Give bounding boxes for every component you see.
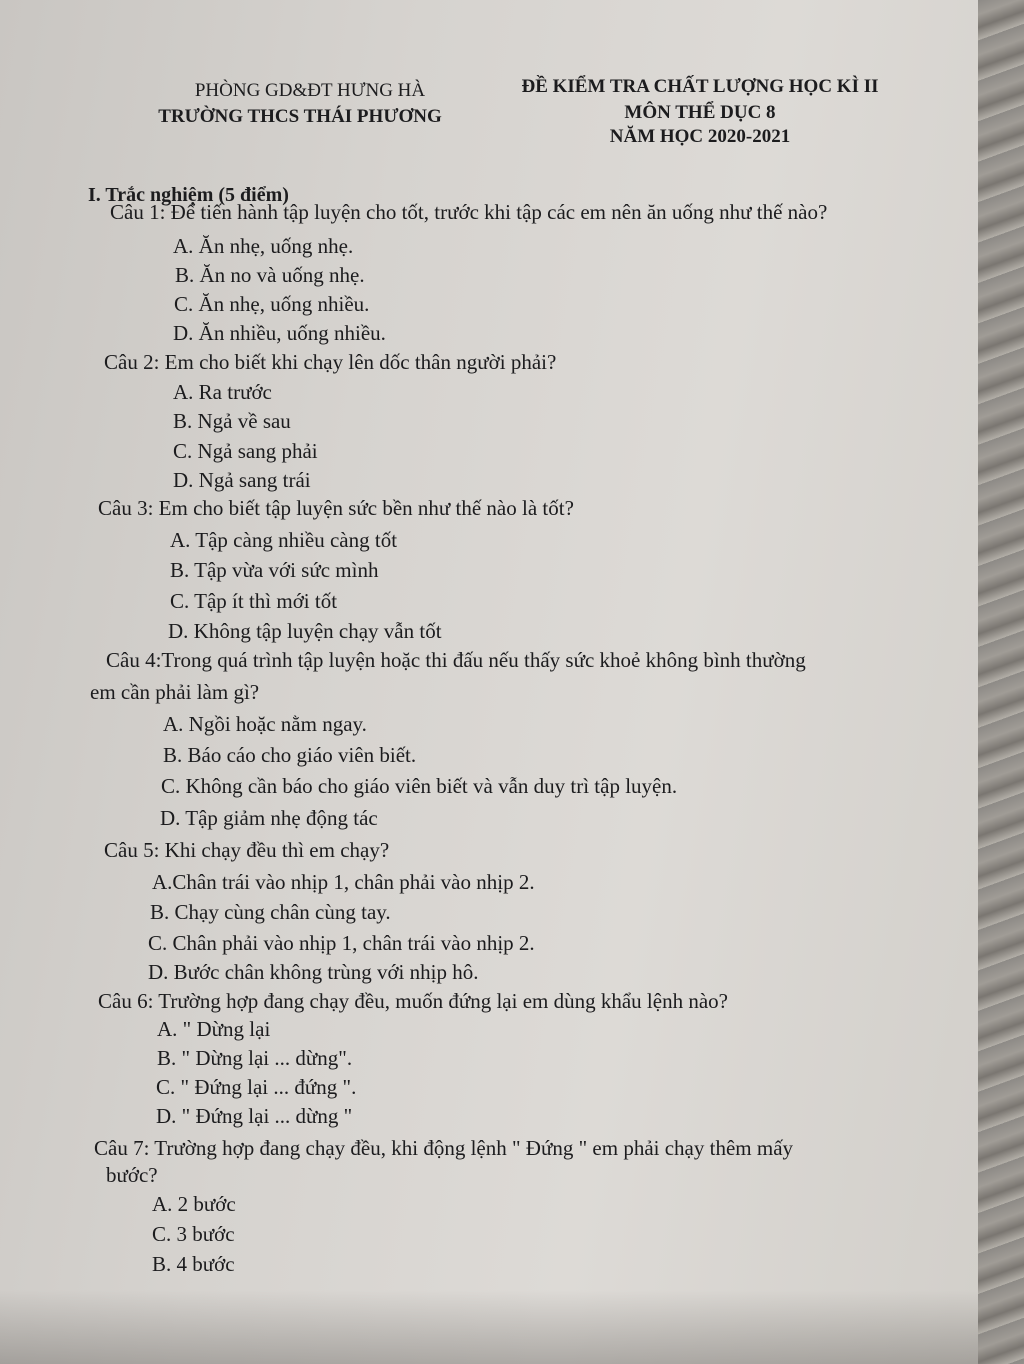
background-fabric [978,0,1024,1364]
q3-option-c: C. Tập ít thì mới tốt [170,589,338,613]
question-1: Câu 1: Để tiến hành tập luyện cho tốt, trước khi tập các em nên ăn uống như thế nào? [110,200,828,224]
q3-option-d: D. Không tập luyện chạy vẫn tốt [168,619,442,643]
q2-option-d: D. Ngả sang trái [173,468,311,492]
q7-option-b: B. 4 bước [152,1252,235,1276]
question-4-cont: em cần phải làm gì? [90,680,260,704]
paper-shadow [0,1290,978,1364]
q1-option-c: C. Ăn nhẹ, uống nhiều. [174,292,370,316]
q3-option-b: B. Tập vừa với sức mình [170,558,379,582]
q1-option-b: B. Ăn no và uống nhẹ. [175,263,365,287]
q6-option-b: B. " Dừng lại ... dừng". [157,1046,353,1070]
question-7: Câu 7: Trường hợp đang chạy đều, khi động lệnh " Đứng " em phải chạy thêm mấy [94,1136,794,1160]
question-7-cont: bước? [106,1163,158,1187]
header-exam-title: ĐỀ KIỂM TRA CHẤT LƯỢNG HỌC KÌ II [521,76,879,97]
q4-option-a: A. Ngồi hoặc nằm ngay. [163,712,367,736]
q6-option-d: D. " Đứng lại ... dừng " [156,1104,353,1128]
q3-option-a: A. Tập càng nhiều càng tốt [170,528,398,552]
header-subject: MÔN THỂ DỤC 8 [624,102,776,123]
q6-option-a: A. " Dừng lại [157,1017,271,1041]
q2-option-b: B. Ngả về sau [173,409,291,433]
q6-option-c: C. " Đứng lại ... đứng ". [156,1075,357,1099]
q4-option-b: B. Báo cáo cho giáo viên biết. [163,743,417,767]
q1-option-d: D. Ăn nhiều, uống nhiều. [173,321,386,345]
q2-option-c: C. Ngả sang phải [173,439,318,463]
q4-option-d: D. Tập giảm nhẹ động tác [160,806,378,830]
header-school: TRƯỜNG THCS THÁI PHƯƠNG [158,106,442,127]
question-3: Câu 3: Em cho biết tập luyện sức bền như thế nào là tốt? [98,496,574,520]
section-title: I. Trắc nghiệm (5 điểm) [88,184,289,206]
q5-option-c: C. Chân phải vào nhịp 1, chân trái vào nhịp 2. [148,931,535,955]
q4-option-c: C. Không cần báo cho giáo viên biết và vẫn duy trì tập luyện. [161,774,678,798]
header-school-year: NĂM HỌC 2020-2021 [609,126,791,147]
question-4: Câu 4:Trong quá trình tập luyện hoặc thi đấu nếu thấy sức khoẻ không bình thường [106,648,806,672]
question-5: Câu 5: Khi chạy đều thì em chạy? [104,838,390,862]
q7-option-a: A. 2 bước [152,1192,236,1216]
q7-option-c: C. 3 bước [152,1222,235,1246]
header-department: PHÒNG GD&ĐT HƯNG HÀ [194,80,426,101]
q5-option-b: B. Chạy cùng chân cùng tay. [150,900,391,924]
q2-option-a: A. Ra trước [173,380,272,404]
q5-option-a: A.Chân trái vào nhịp 1, chân phải vào nhịp 2. [152,870,535,894]
q5-option-d: D. Bước chân không trùng với nhịp hô. [148,960,479,984]
question-6: Câu 6: Trường hợp đang chạy đều, muốn đứng lại em dùng khẩu lệnh nào? [98,989,728,1013]
q1-option-a: A. Ăn nhẹ, uống nhẹ. [173,234,354,258]
question-2: Câu 2: Em cho biết khi chạy lên dốc thân người phải? [104,350,557,374]
